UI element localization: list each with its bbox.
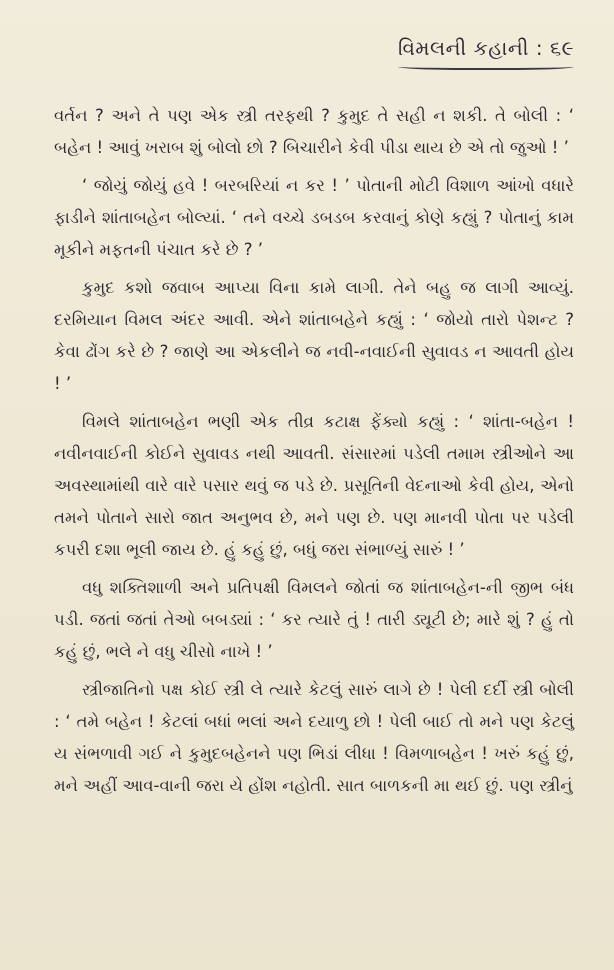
body-text <box>54 100 574 808</box>
page-header-title: વિમલની કહાની : ૬૯ <box>397 36 574 60</box>
paragraph: વિમલે શાંતાબહેન ભણી એક તીવ્ર કટાક્ષ ફેંક્યો કહ્યું : ‘ શાંતા-બહેન ! નવીનવાઈની કોઈને સુવાવડ નથી આવતી. સંસારમાં પડેલી તમામ સ્ત્રીઓને આ અવસ્થામાંથી વારે વારે પસાર થવું જ પડે છે. પ્રસૂતિની વેદનાઓ કેવી હોય, એનો તમને પોતાને સારો જાત અનુભવ છે, મને પણ છે. પણ માનવી પોતા પર પડેલી કપરી દશા ભૂલી જાય છે. હું કહું છું, બધું જરા સંભાળ્યું સારું ! ’ <box>54 412 574 559</box>
paragraph: કુમુદ કશો જવાબ આપ્યા વિના કામે લાગી. તેને બહુ જ લાગી આવ્યું. દરમિયાન વિમલ અંદર આવી. એને શાંતાબહેને કહ્યું : ‘ જોયો તારો પેશન્ટ ? કેવા ઢોંગ કરે છે ? જાણે આ એકલીને જ નવી-નવાઈની સુવાવડ ન આવતી હોય ! ’ <box>54 278 574 393</box>
running-header <box>398 36 574 70</box>
paragraph: વધુ શક્તિશાળી અને પ્રતિપક્ષી વિમલને જોતાં જ શાંતાબહેન-ની જીભ બંધ પડી. જતાં જતાં તેઓ બબડ્યાં : ‘ કર ત્યારે તું ! તારી ડ્યૂટી છે; મારે શું ? હું તો કહું છું, ભલે ને વધુ ચીસો નાખે ! ’ <box>54 578 574 661</box>
paragraph: વર્તન ? અને તે પણ એક સ્ત્રી તરફથી ? કુમુદ તે સહી ન શકી. તે બોલી : ‘ બહેન ! આવું ખરાબ શું બોલો છો ? બિચારીને કેવી પીડા થાય છે એ તો જુઓ ! ’ <box>54 106 574 157</box>
header-ornament-rule <box>398 62 574 70</box>
paragraph: ‘ જોયું જોયું હવે ! બરબરિયાં ન કર ! ’ પોતાની મોટી વિશાળ આંખો વધારે ફાડીને શાંતાબહેન બોલ્યાં. ‘ તને વચ્ચે ડબડબ કરવાનું કોણે કહ્યું ? પોતાનું કામ મૂકીને મફતની પંચાત કરે છે ? ’ <box>54 176 574 259</box>
paragraph: સ્ત્રીજાતિનો પક્ષ કોઈ સ્ત્રી લે ત્યારે કેટલું સારું લાગે છે ! પેલી દર્દી સ્ત્રી બોલી : ‘ તમે બહેન ! કેટલાં બધાં ભલાં અને દયાળુ છો ! પેલી બાઈ તો મને પણ કેટલું ય સંભળાવી ગઈ ને કુમુદબહેનને પણ ભિડાં લીધા ! વિમળાબહેન ! ખરું કહું છું, મને અહીં આવ-વાની જરા યે હોંશ નહોતી. સાત બાળકની મા થઈ છું. પણ સ્ત્રીનું <box>54 680 574 795</box>
